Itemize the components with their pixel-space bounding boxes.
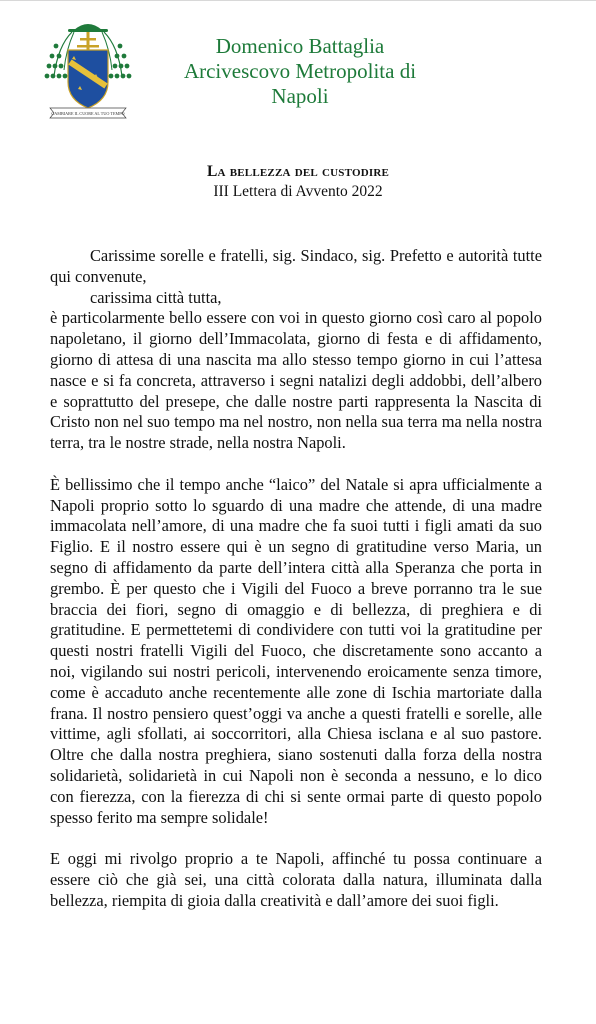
paragraph-greeting: Carissime sorelle e fratelli, sig. Sindaco, sig. Prefetto e autorità tutte qui convenute, — [50, 246, 542, 286]
paragraph-salutation: carissima città tutta, — [90, 287, 222, 307]
paragraph-2: È bellissimo che il tempo anche “laico” del Natale si apra ufficialmente a Napoli proprio sotto lo sguardo di una madre che attende, di una madre immacolata nell’amore, di una madre che fa suoi tutti i figli amati da suo Figlio. E il nostro essere qui è un segno di gratitudine verso Maria, un segno di affidamento da parte dell’intera città alla Speranza che porta in grembo. È per questo che i Vigili del Fuoco a breve porranno tra le sue braccia dei fiori, segno di omaggio e di bellezza, di preghiera e di gratitudine. E permettetemi di condividere con tutti voi la gratitudine per questi nostri fratelli Vigili del Fuoco, che discretamente sono accanto a noi, vigilando sui nostri pericoli, intervenendo eroicamente senza timore, come è accaduto anche recentemente alle zone di Ischia martoriate dalla frana. Il nostro pensiero quest’oggi va anche a questi fratelli e sorelle, alle vittime, agli sfollati, ai soccorritori, alla Chiesa isclana e al suo pastore. Oltre che dalla nostra preghiera, siano sostenuti dalla forza della nostra solidarietà, solidarietà in cui Napoli non è seconda a nessuno, e lo dico con fierezza, con la fierezza di chi si sente ormai parte di questo popolo spesso ferito ma sempre solidale! — [50, 474, 542, 827]
letter-title: La bellezza del custodire — [206, 163, 390, 180]
letter-body — [50, 246, 542, 912]
motto-text: CAMBIARE IL CUORE AL TUO TEMPO — [51, 111, 125, 116]
paragraph-3: E oggi mi rivolgo proprio a te Napoli, affinché tu possa continuare a essere ciò che già sei, una città colorata dalla natura, illuminata dalla bellezza, riempita di gioia dalla creatività e dall’amore dei suoi figli. — [50, 849, 542, 910]
top-divider — [0, 0, 596, 1]
letter-title-block — [0, 162, 596, 202]
coat-of-arms-icon — [44, 16, 132, 124]
letter-subtitle: III Lettera di Avvento 2022 — [213, 183, 383, 200]
author-title: Arcivescovo Metropolita di — [183, 59, 417, 83]
author-header — [140, 34, 460, 109]
author-see: Napoli — [271, 84, 329, 108]
author-name: Domenico Battaglia — [215, 34, 385, 58]
motto-banner — [50, 108, 126, 118]
shield-icon — [68, 50, 108, 108]
paragraph-1: è particolarmente bello essere con voi in questo giorno così caro al popolo napoletano, il giorno dell’Immacolata, giorno di festa e di affidamento, giorno di attesa di una nascita ma allo stesso tempo giorno in cui l’attesa nasce e si fa concreta, attraverso i segni natalizi degli addobbi, dell’albero e soprattutto del presepe, che dalle nostre parti rappresenta la Nascita di Cristo non nel suo tempo ma nel nostro, non nella sua terra ma nella nostra terra, tra le nostre strade, nella nostra Napoli. — [50, 308, 542, 453]
